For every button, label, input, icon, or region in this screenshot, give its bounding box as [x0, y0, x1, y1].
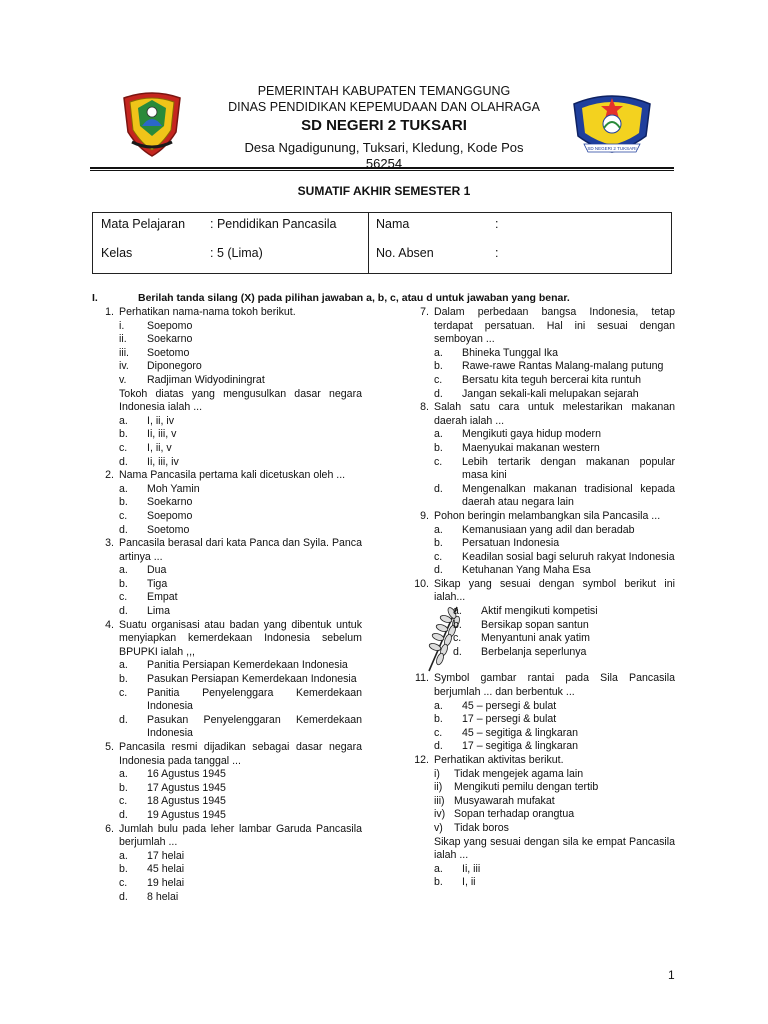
- list-item: [407, 768, 675, 782]
- question-number: 6.: [105, 822, 114, 835]
- option-text: Panitia Penyelenggara Kemerdekaan Indonesia: [147, 686, 362, 713]
- student-info-box: [92, 212, 672, 274]
- option-text: Persatuan Indonesia: [462, 537, 560, 550]
- option-text: Ketuhanan Yang Maha Esa: [462, 564, 591, 577]
- option-letter: c.: [434, 550, 443, 563]
- svg-text:SD NEGERI 2 TUKSARI: SD NEGERI 2 TUKSARI: [587, 146, 637, 151]
- option-letter: b.: [434, 876, 443, 889]
- question-1: [92, 306, 362, 320]
- answer-option[interactable]: [407, 605, 675, 619]
- question-8: [407, 401, 675, 428]
- answer-option[interactable]: [92, 428, 362, 442]
- question-text: Symbol gambar rantai pada Sila Pancasila berjumlah ... dan berbentuk ...: [434, 672, 675, 699]
- list-marker: ii.: [119, 333, 127, 346]
- answer-option[interactable]: [407, 551, 675, 565]
- option-letter: b.: [434, 713, 443, 726]
- answer-option[interactable]: [407, 863, 675, 877]
- school-address: Desa Ngadigunung, Tuksari, Kledung, Kode Pos: [244, 140, 524, 155]
- option-text: Kemanusiaan yang adil dan beradab: [462, 523, 635, 536]
- option-text: Empat: [147, 591, 178, 604]
- answer-option[interactable]: [92, 891, 362, 905]
- question-stem: Sikap yang sesuai dengan sila ke empat Pancasila ialah ...: [434, 835, 675, 862]
- option-letter: c.: [434, 455, 443, 468]
- info-box-divider: [368, 213, 369, 273]
- option-text: Lebih tertarik dengan makanan popular masa kini: [462, 455, 675, 482]
- list-item: [92, 333, 362, 347]
- list-item: [92, 360, 362, 374]
- page-number: 1: [668, 968, 675, 982]
- list-text: Soepomo: [147, 319, 193, 332]
- option-text: Moh Yamin: [147, 482, 200, 495]
- answer-option[interactable]: [407, 619, 675, 633]
- question-number: 3.: [105, 537, 114, 550]
- list-text: Radjiman Widyodiningrat: [147, 373, 265, 386]
- list-item: [407, 822, 675, 836]
- left-column: [92, 306, 362, 904]
- question-text: Suatu organisasi atau badan yang dibentuk untuk menyiapkan kemerdekaan Indonesia sebelum BPUPKI ialah ,,,: [119, 618, 362, 658]
- option-text: Mengenalkan makanan tradisional kepada daerah atau negara lain: [462, 482, 675, 509]
- right-column: [407, 306, 675, 890]
- answer-option[interactable]: [407, 876, 675, 890]
- option-letter: b.: [119, 673, 128, 686]
- list-item: [407, 795, 675, 809]
- instruction-text: Berilah tanda silang (X) pada pilihan jawaban a, b, c, atau d untuk jawaban yang benar.: [138, 292, 570, 304]
- question-11: [407, 672, 675, 699]
- list-marker: ii): [434, 781, 443, 794]
- option-letter: b.: [119, 496, 128, 509]
- question-text: Sikap yang sesuai dengan symbol berikut ini ialah...: [434, 577, 675, 604]
- question-text: Jumlah bulu pada leher lambar Garuda Pancasila berjumlah ...: [119, 822, 362, 849]
- answer-option[interactable]: [407, 564, 675, 578]
- answer-option[interactable]: [407, 524, 675, 538]
- option-text: 45 – segitiga & lingkaran: [462, 726, 579, 739]
- option-letter: d.: [453, 645, 462, 658]
- question-text: Pancasila berasal dari kata Panca dan Syila. Panca artinya ...: [119, 537, 362, 563]
- option-text: Mengikuti gaya hidup modern: [462, 428, 601, 441]
- answer-option[interactable]: [92, 456, 362, 470]
- list-text: Musyawarah mufakat: [454, 794, 555, 807]
- school-postcode: 56254: [365, 156, 403, 171]
- department-line: DINAS PENDIDIKAN KEPEMUDAAN DAN OLAHRAGA: [228, 100, 540, 114]
- question-text: Nama Pancasila pertama kali dicetuskan oleh ...: [119, 469, 346, 482]
- answer-option[interactable]: [92, 510, 362, 524]
- answer-option[interactable]: [92, 605, 362, 619]
- question-text: Perhatikan aktivitas berikut.: [434, 754, 564, 766]
- list-marker: iv.: [119, 360, 129, 373]
- list-item: [92, 347, 362, 361]
- option-letter: c.: [453, 632, 462, 645]
- list-text: Mengikuti pemilu dengan tertib: [454, 781, 599, 794]
- question-number: 1.: [105, 306, 114, 318]
- option-text: Pasukan Persiapan Kemerdekaan Indonesia: [147, 673, 357, 686]
- option-text: Pasukan Penyelenggaran Kemerdekaan Indonesia: [147, 713, 362, 740]
- option-text: I, ii, v: [147, 441, 172, 454]
- option-letter: d.: [434, 482, 443, 495]
- question-3: [92, 537, 362, 564]
- list-text: Diponegoro: [147, 360, 202, 373]
- answer-option[interactable]: [407, 646, 675, 660]
- option-text: Soepomo: [147, 509, 193, 522]
- option-letter: b.: [119, 863, 128, 876]
- list-text: Sopan terhadap orangtua: [454, 808, 575, 821]
- answer-option[interactable]: [407, 727, 675, 741]
- answer-option[interactable]: [407, 456, 675, 483]
- name-label: Nama: [376, 217, 410, 231]
- government-line: PEMERINTAH KABUPATEN TEMANGGUNG: [257, 84, 511, 98]
- option-letter: b.: [434, 441, 443, 454]
- answer-option[interactable]: [92, 863, 362, 877]
- option-text: 17 – persegi & bulat: [462, 713, 557, 726]
- option-letter: a.: [119, 414, 128, 427]
- option-text: Bersikap sopan santun: [481, 618, 589, 631]
- subject-label: Mata Pelajaran: [101, 217, 186, 231]
- question-7: [407, 306, 675, 347]
- answer-option[interactable]: [92, 442, 362, 456]
- answer-option[interactable]: [92, 673, 362, 687]
- question-4: [92, 619, 362, 660]
- letterhead-divider-thin: [90, 170, 674, 171]
- option-text: Keadilan sosial bagi seluruh rakyat Indonesia: [462, 550, 675, 563]
- answer-option[interactable]: [92, 782, 362, 796]
- answer-option[interactable]: [407, 700, 675, 714]
- exam-title: SUMATIF AKHIR SEMESTER 1: [297, 184, 471, 198]
- answer-option[interactable]: [92, 795, 362, 809]
- school-name: SD NEGERI 2 TUKSARI: [301, 117, 467, 134]
- option-text: 45 helai: [147, 863, 185, 876]
- answer-option[interactable]: [407, 442, 675, 456]
- option-letter: c.: [119, 441, 128, 454]
- option-text: 8 helai: [147, 890, 179, 903]
- letterhead: [200, 83, 568, 171]
- option-letter: a.: [119, 482, 128, 495]
- question-number: 7.: [420, 306, 429, 318]
- option-letter: c.: [434, 726, 443, 739]
- answer-option[interactable]: [407, 388, 675, 402]
- list-text: Soetomo: [147, 346, 190, 359]
- list-item: [92, 374, 362, 388]
- school-logo: [570, 86, 654, 158]
- question-number: 5.: [105, 741, 114, 753]
- answer-option[interactable]: [92, 564, 362, 578]
- option-text: Ii, iii: [462, 862, 481, 875]
- option-text: Menyantuni anak yatim: [481, 632, 590, 645]
- option-letter: d.: [434, 740, 443, 753]
- answer-option[interactable]: [92, 524, 362, 538]
- option-letter: c.: [119, 686, 128, 699]
- option-letter: a.: [119, 849, 128, 862]
- option-text: Bersatu kita teguh bercerai kita runtuh: [462, 373, 642, 386]
- option-text: 16 Agustus 1945: [147, 768, 226, 781]
- option-letter: d.: [119, 890, 128, 903]
- option-text: Berbelanja seperlunya: [481, 645, 587, 658]
- option-text: 17 helai: [147, 849, 185, 862]
- option-letter: c.: [119, 591, 128, 604]
- question-2: [92, 469, 362, 483]
- option-letter: b.: [434, 537, 443, 550]
- question-text: Pancasila resmi dijadikan sebagai dasar negara Indonesia pada tanggal ...: [119, 741, 362, 767]
- list-text: Tidak mengejek agama lain: [454, 767, 584, 780]
- question-10: [407, 578, 675, 605]
- list-text: Tidak boros: [454, 821, 509, 834]
- answer-option[interactable]: [407, 483, 675, 510]
- option-letter: b.: [453, 618, 462, 631]
- option-letter: a.: [119, 768, 128, 781]
- option-text: I, ii: [462, 876, 476, 889]
- option-letter: a.: [434, 428, 443, 441]
- option-letter: c.: [434, 373, 443, 386]
- list-item: [407, 808, 675, 822]
- answer-option[interactable]: [92, 809, 362, 823]
- option-text: Soetomo: [147, 523, 190, 536]
- class-label: Kelas: [101, 246, 133, 260]
- option-letter: d.: [119, 523, 128, 536]
- answer-option[interactable]: [92, 496, 362, 510]
- answer-option[interactable]: [407, 374, 675, 388]
- question-number: 8.: [420, 401, 429, 414]
- question-stem: Tokoh diatas yang mengusulkan dasar negara Indonesia ialah ...: [119, 387, 362, 414]
- list-marker: i): [434, 767, 440, 780]
- question-number: 12.: [414, 754, 429, 766]
- question-text: Perhatikan nama-nama tokoh berikut.: [119, 306, 296, 318]
- absence-number-label: No. Absen: [376, 246, 434, 260]
- list-text: Soekarno: [147, 333, 193, 346]
- section-instruction: [92, 292, 570, 304]
- option-letter: d.: [119, 605, 128, 618]
- option-text: Ii, iii, iv: [147, 455, 179, 468]
- option-letter: b.: [434, 360, 443, 373]
- option-letter: d.: [119, 808, 128, 821]
- question-5: [92, 741, 362, 768]
- option-text: 17 – segitiga & lingkaran: [462, 740, 579, 753]
- answer-option[interactable]: [92, 483, 362, 497]
- absence-number-field[interactable]: :: [495, 246, 499, 260]
- answer-option[interactable]: [407, 428, 675, 442]
- option-letter: a.: [434, 862, 443, 875]
- option-letter: c.: [119, 795, 128, 808]
- answer-option[interactable]: [92, 578, 362, 592]
- answer-option[interactable]: [407, 347, 675, 361]
- option-text: Aktif mengikuti kompetisi: [481, 605, 598, 618]
- class-value: : 5 (Lima): [210, 246, 263, 260]
- option-text: Maenyukai makanan western: [462, 441, 600, 454]
- question-12: [407, 754, 675, 768]
- list-marker: iii.: [119, 346, 130, 359]
- option-text: 19 Agustus 1945: [147, 808, 226, 821]
- list-item: [407, 781, 675, 795]
- option-text: 17 Agustus 1945: [147, 781, 226, 794]
- list-marker: iv): [434, 808, 446, 821]
- option-text: Lima: [147, 605, 170, 618]
- option-letter: c.: [119, 509, 128, 522]
- question-text: Pohon beringin melambangkan sila Pancasila ...: [434, 509, 661, 522]
- option-text: Panitia Persiapan Kemerdekaan Indonesia: [147, 659, 348, 672]
- option-text: I, ii, iv: [147, 414, 175, 427]
- answer-option[interactable]: [407, 632, 675, 646]
- answer-option[interactable]: [92, 591, 362, 605]
- option-letter: d.: [434, 387, 443, 400]
- answer-option[interactable]: [92, 659, 362, 673]
- question-number: 9.: [420, 509, 429, 522]
- option-letter: b.: [119, 577, 128, 590]
- option-letter: a.: [434, 523, 443, 536]
- answer-option[interactable]: [407, 713, 675, 727]
- answer-option[interactable]: [92, 768, 362, 782]
- option-letter: a.: [119, 564, 128, 577]
- option-letter: a.: [119, 659, 128, 672]
- question-number: 11.: [415, 672, 429, 685]
- answer-option[interactable]: [407, 740, 675, 754]
- list-marker: v): [434, 821, 443, 834]
- option-text: Bhineka Tunggal Ika: [462, 346, 559, 359]
- question-number: 2.: [105, 469, 114, 482]
- question-6: [92, 823, 362, 850]
- answer-option[interactable]: [92, 850, 362, 864]
- option-letter: a.: [434, 699, 443, 712]
- option-text: Tiga: [147, 577, 168, 590]
- temanggung-regency-emblem: [116, 86, 188, 158]
- option-letter: b.: [119, 428, 128, 441]
- question-text: Dalam perbedaan bangsa Indonesia, tetap terdapat persatuan. Hal ini sesuai dengan semboyan ...: [434, 306, 675, 346]
- answer-option[interactable]: [407, 537, 675, 551]
- option-letter: a.: [434, 346, 443, 359]
- option-text: Soekarno: [147, 496, 193, 509]
- option-text: 45 – persegi & bulat: [462, 699, 557, 712]
- subject-value: : Pendidikan Pancasila: [210, 217, 337, 231]
- list-item: [92, 320, 362, 334]
- option-text: 18 Agustus 1945: [147, 795, 226, 808]
- option-text: Dua: [147, 564, 167, 577]
- question-number: 10.: [414, 577, 429, 590]
- answer-option[interactable]: [92, 714, 362, 741]
- option-text: Rawe-rawe Rantas Malang-malang putung: [462, 360, 664, 373]
- option-letter: b.: [119, 781, 128, 794]
- option-letter: d.: [119, 713, 128, 726]
- option-text: 19 helai: [147, 876, 185, 889]
- question-number: 4.: [105, 618, 114, 631]
- option-text: Jangan sekali-kali melupakan sejarah: [462, 387, 639, 400]
- answer-option[interactable]: [92, 415, 362, 429]
- option-letter: a.: [453, 605, 462, 618]
- answer-option[interactable]: [407, 360, 675, 374]
- option-letter: c.: [119, 876, 128, 889]
- answer-option[interactable]: [92, 877, 362, 891]
- name-field[interactable]: :: [495, 217, 499, 231]
- question-text: Salah satu cara untuk melestarikan makanan daerah ialah ...: [434, 401, 675, 427]
- list-marker: i.: [119, 319, 125, 332]
- option-letter: d.: [434, 564, 443, 577]
- section-number: I.: [92, 292, 98, 304]
- list-marker: iii): [434, 794, 445, 807]
- question-9: [407, 510, 675, 524]
- answer-option[interactable]: [92, 687, 362, 714]
- list-marker: v.: [119, 373, 127, 386]
- letterhead-divider-thick: [90, 167, 674, 169]
- option-text: Ii, iii, v: [147, 428, 177, 441]
- option-letter: d.: [119, 455, 128, 468]
- question-10-body: [407, 605, 675, 672]
